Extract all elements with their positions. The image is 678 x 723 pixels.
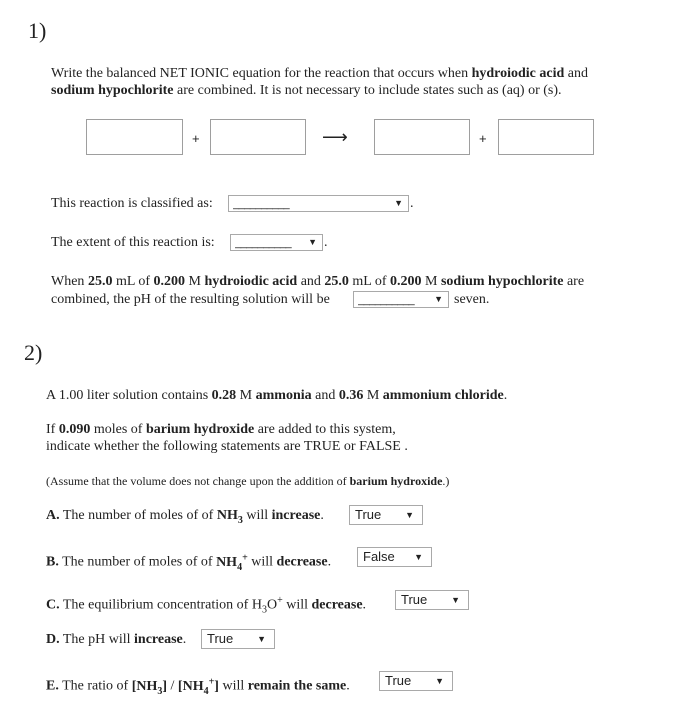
chevron-down-icon: ▼ [394, 198, 403, 208]
chevron-down-icon: ▼ [308, 237, 317, 247]
selected-value: True [385, 673, 412, 688]
product-2-input[interactable] [498, 119, 594, 155]
select-blank: __________ [235, 237, 292, 249]
plus-sign: + [479, 131, 487, 146]
extent-label: The extent of this reaction is: [51, 235, 215, 250]
chevron-down-icon: ▼ [257, 634, 266, 644]
q2-assumption: (Assume that the volume does not change upon the addition of barium hydroxide.) [46, 474, 450, 488]
q2-condition: If 0.090 moles of barium hydroxide are added to this system, indicate whether the following statements are TRUE or FALSE . [46, 422, 408, 454]
classification-select[interactable] [228, 195, 409, 212]
statement-c-select[interactable] [395, 590, 469, 610]
period: . [324, 235, 328, 250]
statement-b-select[interactable] [357, 547, 432, 567]
chevron-down-icon: ▼ [435, 676, 444, 686]
statement-e: E. The ratio of $[NH_3] / [NH_4^+]$ will remain the same. [46, 676, 350, 697]
statement-a-select[interactable] [349, 505, 423, 525]
plus-sign: + [192, 131, 200, 146]
ph-question-suffix: seven. [454, 292, 490, 307]
chevron-down-icon: ▼ [405, 510, 414, 520]
chevron-down-icon: ▼ [451, 595, 460, 605]
reactant-1-input[interactable] [86, 119, 183, 155]
reactant-2-input[interactable] [210, 119, 306, 155]
product-1-input[interactable] [374, 119, 470, 155]
reaction-arrow: ⟶ [322, 127, 348, 148]
ph-select[interactable] [353, 291, 449, 308]
selected-value: False [363, 549, 395, 564]
chevron-down-icon: ▼ [434, 294, 443, 304]
statement-d: D. The pH will increase. [46, 632, 187, 647]
select-blank: __________ [358, 294, 415, 306]
selected-value: True [401, 592, 428, 607]
q1-instructions: Write the balanced NET IONIC equation for the reaction that occurs when hydroiodic acid and sodium hypochlorite are combined. It is not necessary to include states such as (aq) or (s). [51, 66, 588, 98]
question-2-number: 2) [24, 340, 43, 365]
ph-question: When 25.0 mL of 0.200 M hydroiodic acid and 25.0 mL of 0.200 M sodium hypochlorite are [51, 274, 585, 289]
ph-question-line2: combined, the pH of the resulting solution will be [51, 292, 330, 307]
chevron-down-icon: ▼ [414, 552, 423, 562]
selected-value: True [207, 631, 234, 646]
extent-select[interactable] [230, 234, 323, 251]
selected-value: True [355, 507, 382, 522]
statement-c: C. The equilibrium concentration of $H_3O^+$ will decrease. [46, 595, 367, 616]
classified-label: This reaction is classified as: [51, 196, 213, 211]
statement-a: A. The number of moles of of $NH_3$ will increase. [46, 508, 324, 526]
period: . [410, 196, 414, 211]
statement-d-select[interactable] [201, 629, 275, 649]
question-1-number: 1) [28, 18, 47, 43]
select-blank: __________ [233, 198, 290, 210]
statement-e-select[interactable] [379, 671, 453, 691]
q2-intro: A 1.00 liter solution contains 0.28 M ammonia and 0.36 M ammonium chloride. [46, 388, 508, 403]
statement-b: B. The number of moles of of $NH_4^+$ will decrease. [46, 552, 332, 573]
